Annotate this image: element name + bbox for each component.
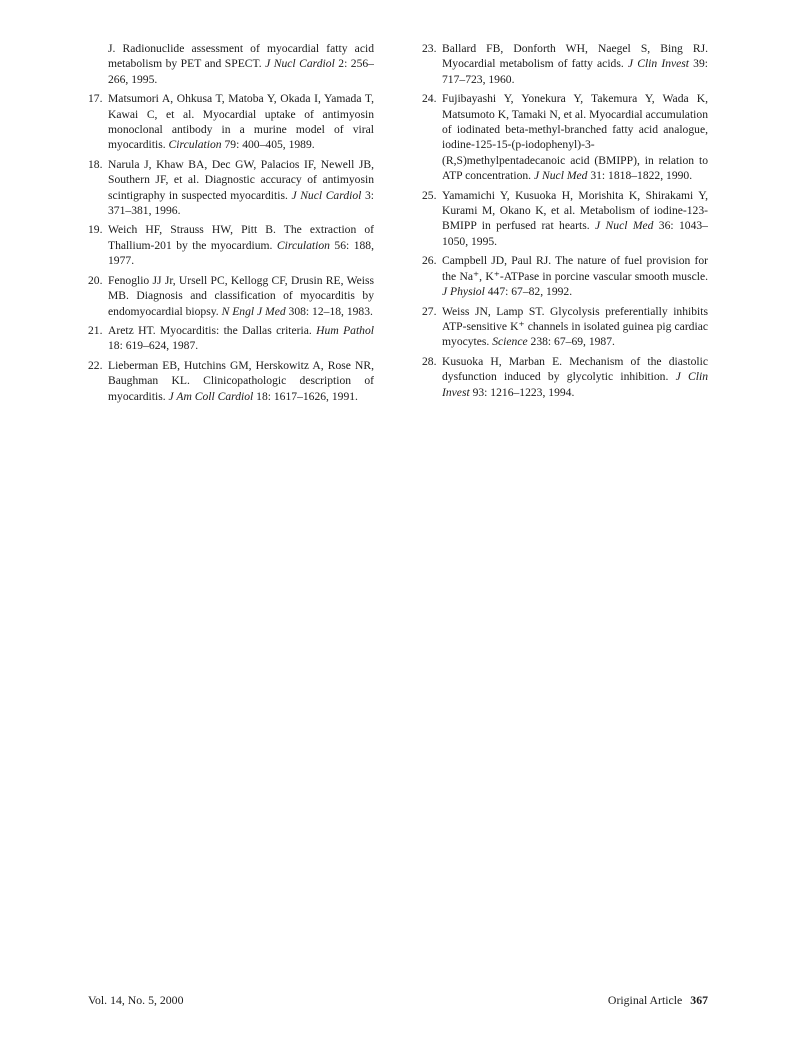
reference-text: Aretz HT. Myocarditis: the Dallas criteria. bbox=[108, 323, 317, 337]
references-right-column bbox=[422, 41, 708, 404]
reference-text: Yamamichi Y, Kusuoka H, Morishita K, Shirakami Y, Kurami M, Okano K, et al. Metabolism of iodine-123-BMIPP in perfused rat hearts. bbox=[442, 188, 708, 233]
reference-journal: N Engl J Med bbox=[221, 304, 286, 318]
reference-item bbox=[88, 157, 374, 219]
reference-citation: 18: 1617–1626, 1991. bbox=[253, 389, 358, 403]
reference-citation: 238: 67–69, 1987. bbox=[527, 335, 615, 349]
reference-text: Narula J, Khaw BA, Dec GW, Palacios IF, Newell JB, Southern JF, et al. Diagnostic accuracy of antimyosin scintigraphy in suspected myocarditis. bbox=[108, 157, 374, 202]
reference-text: Weiss JN, Lamp ST. Glycolysis preferentially inhibits ATP-sensitive K⁺ channels in isolated guinea pig cardiac myocytes. bbox=[442, 304, 708, 349]
reference-number: 20. bbox=[88, 273, 103, 287]
reference-number: 23. bbox=[422, 42, 437, 55]
reference-citation: 39: 717–723, 1960. bbox=[442, 57, 708, 86]
reference-number: 24. bbox=[422, 92, 437, 106]
reference-journal: Science bbox=[492, 335, 528, 349]
reference-citation: 308: 12–18, 1983. bbox=[285, 304, 373, 318]
reference-journal: J Clin Invest bbox=[627, 57, 690, 71]
reference-text: Kusuoka H, Marban E. Mechanism of the diastolic dysfunction induced by glycolytic inhibition. bbox=[442, 354, 708, 384]
reference-number: 27. bbox=[422, 304, 437, 318]
reference-item bbox=[422, 91, 708, 183]
reference-journal: J Nucl Med bbox=[533, 169, 588, 183]
footer-section: Original Article bbox=[607, 993, 683, 1007]
reference-text: Lieberman EB, Hutchins GM, Herskowitz A, Rose NR, Baughman KL. Clinicopathologic description of myocarditis. bbox=[108, 358, 374, 403]
reference-item bbox=[88, 358, 374, 404]
reference-item bbox=[422, 41, 708, 87]
footer-volume: Vol. 14, No. 5, 2000 bbox=[88, 993, 184, 1007]
reference-item bbox=[422, 188, 708, 250]
reference-citation: 3: 371–381, 1996. bbox=[108, 188, 374, 218]
reference-journal: J Nucl Cardiol bbox=[265, 57, 335, 71]
reference-item bbox=[422, 354, 708, 400]
reference-item bbox=[422, 304, 708, 350]
references-left-column bbox=[88, 41, 374, 408]
reference-text: Fujibayashi Y, Yonekura Y, Takemura Y, Wada K, Matsumoto K, Tamaki N, et al. Myocardial accumulation of iodinated beta-methyl-branched fatty acid analogue, iodine-125-15-(p-iodophenyl)-3-(R,S)methylpentadecanoic acid (BMIPP), in relation to ATP concentration. bbox=[442, 92, 708, 183]
reference-number: 22. bbox=[88, 358, 103, 372]
reference-journal: Hum Pathol bbox=[316, 323, 374, 337]
reference-journal: Circulation bbox=[168, 138, 222, 152]
reference-citation: 36: 1043–1050, 1995. bbox=[442, 219, 708, 248]
reference-item bbox=[88, 323, 374, 354]
reference-number: 28. bbox=[422, 354, 437, 368]
reference-text: J. Radionuclide assessment of myocardial fatty acid metabolism by PET and SPECT. bbox=[108, 42, 374, 71]
reference-number: 25. bbox=[422, 188, 437, 202]
reference-text: Fenoglio JJ Jr, Ursell PC, Kellogg CF, Drusin RE, Weiss MB. Diagnosis and classification of myocarditis by endomyocardial biopsy. bbox=[108, 273, 374, 318]
reference-text: Matsumori A, Ohkusa T, Matoba Y, Okada I, Yamada T, Kawai C, et al. Myocardial uptake of antimyosin monoclonal antibody in a murine model of viral myocarditis. bbox=[108, 92, 374, 152]
reference-citation: 56: 188, 1977. bbox=[108, 238, 374, 268]
reference-item bbox=[422, 253, 708, 299]
reference-journal: Circulation bbox=[276, 238, 330, 252]
reference-number: 19. bbox=[88, 223, 103, 237]
reference-number: 17. bbox=[88, 92, 103, 106]
reference-journal: J Nucl Cardiol bbox=[291, 188, 362, 202]
reference-journal: J Physiol bbox=[442, 285, 485, 299]
reference-number: 26. bbox=[422, 254, 437, 268]
reference-journal: J Am Coll Cardiol bbox=[168, 389, 254, 403]
reference-citation: 18: 619–624, 1987. bbox=[108, 339, 199, 353]
page-number: 367 bbox=[690, 993, 708, 1007]
reference-item bbox=[88, 91, 374, 153]
reference-item bbox=[88, 41, 374, 87]
reference-citation: 2: 256–266, 1995. bbox=[108, 57, 374, 86]
reference-text: Weich HF, Strauss HW, Pitt B. The extraction of Thallium-201 by the myocardium. bbox=[108, 223, 374, 252]
reference-citation: 93: 1216–1223, 1994. bbox=[469, 385, 575, 399]
reference-number: 21. bbox=[88, 323, 103, 337]
reference-journal: J Clin Invest bbox=[442, 370, 708, 399]
footer-page-info bbox=[520, 993, 708, 1008]
reference-citation: 31: 1818–1822, 1990. bbox=[587, 169, 693, 183]
reference-text: Ballard FB, Donforth WH, Naegel S, Bing RJ. Myocardial metabolism of fatty acids. bbox=[442, 42, 708, 71]
reference-citation: 79: 400–405, 1989. bbox=[221, 138, 315, 152]
reference-number: 18. bbox=[88, 157, 103, 171]
reference-item bbox=[88, 273, 374, 319]
reference-item bbox=[88, 222, 374, 268]
reference-citation: 447: 67–82, 1992. bbox=[484, 285, 573, 299]
reference-journal: J Nucl Med bbox=[595, 219, 654, 233]
reference-text: Campbell JD, Paul RJ. The nature of fuel provision for the Na⁺, K⁺-ATPase in porcine vascular smooth muscle. bbox=[442, 254, 708, 283]
